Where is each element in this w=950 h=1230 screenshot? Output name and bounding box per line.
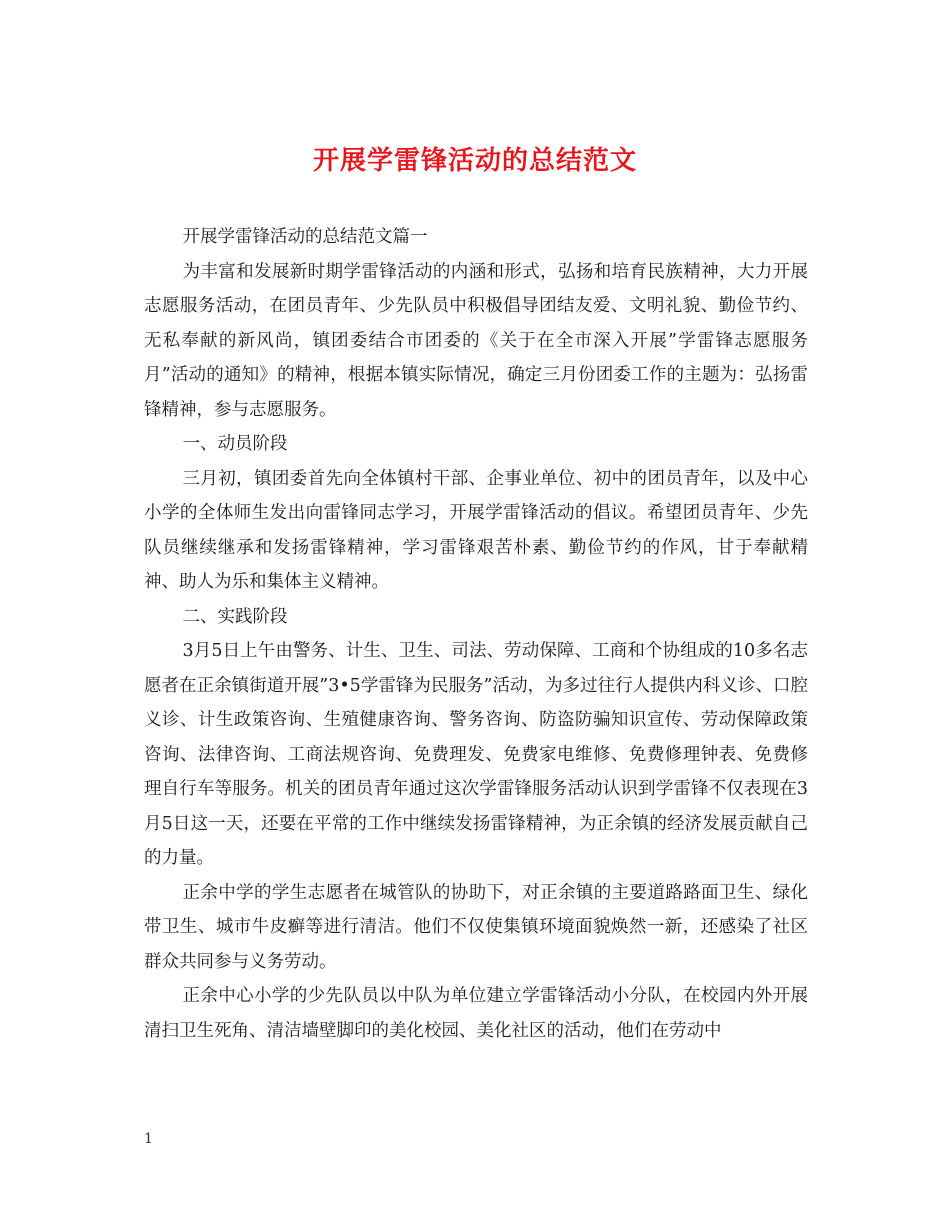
document-title: 开展学雷锋活动的总结范文 — [312, 146, 637, 176]
section-heading-mobilization: 一、动员阶段 — [182, 434, 288, 454]
body-paragraph: 三月初，镇团委首先向全体镇村干部、企事业单位、初中的团员青年，以及中心小学的全体师生发出向雷锋同志学习，开展学雷锋活动的倡议。希望团员青年、少先队员继续继承和发扬雷锋精神，学习雷锋艰苦朴素、勤俭节约的作风，甘于奉献精神、助人为乐和集体主义精神。 — [144, 468, 808, 592]
page-number: 1 — [144, 1131, 153, 1147]
document-body — [144, 220, 808, 1048]
section-heading-practice: 二、实践阶段 — [182, 606, 288, 627]
body-paragraph: 3月5日上午由警务、计生、卫生、司法、劳动保障、工商和个协组成的10多名志愿者在正余镇街道开展”3•5学雷锋为民服务”活动，为多过往行人提供内科义诊、口腔义诊、计生政策咨询、生殖健康咨询、警务咨询、防盗防骗知识宣传、劳动保障政策咨询、法律咨询、工商法规咨询、免费理发、免费家电维修、免费修理钟表、免费修理自行车等服务。机关的团员青年通过这次学雷锋服务活动认识到学雷锋不仅表现在3月5日这一天，还要在平常的工作中继续发扬雷锋精神，为正余镇的经济发展贡献自己的力量。 — [144, 641, 808, 868]
section-heading-part-one: 开展学雷锋活动的总结范文篇一 — [182, 227, 428, 247]
body-paragraph: 正余中学的学生志愿者在城管队的协助下，对正余镇的主要道路路面卫生、绿化带卫生、城市牛皮癣等进行清洁。他们不仅使集镇环境面貌焕然一新，还感染了社区群众共同参与义务劳动。 — [144, 882, 808, 972]
body-paragraph: 正余中心小学的少先队员以中队为单位建立学雷锋活动小分队，在校园内外开展清扫卫生死角、清洁墙壁脚印的美化校园、美化社区的活动，他们在劳动中 — [144, 986, 808, 1041]
body-paragraph: 为丰富和发展新时期学雷锋活动的内涵和形式，弘扬和培育民族精神，大力开展志愿服务活动，在团员青年、少先队员中积极倡导团结友爱、文明礼貌、勤俭节约、无私奉献的新风尚，镇团委结合市团委的《关于在全市深入开展”学雷锋志愿服务月”活动的通知》的精神，根据本镇实际情况，确定三月份团委工作的主题为：弘扬雷锋精神，参与志愿服务。 — [144, 261, 808, 420]
